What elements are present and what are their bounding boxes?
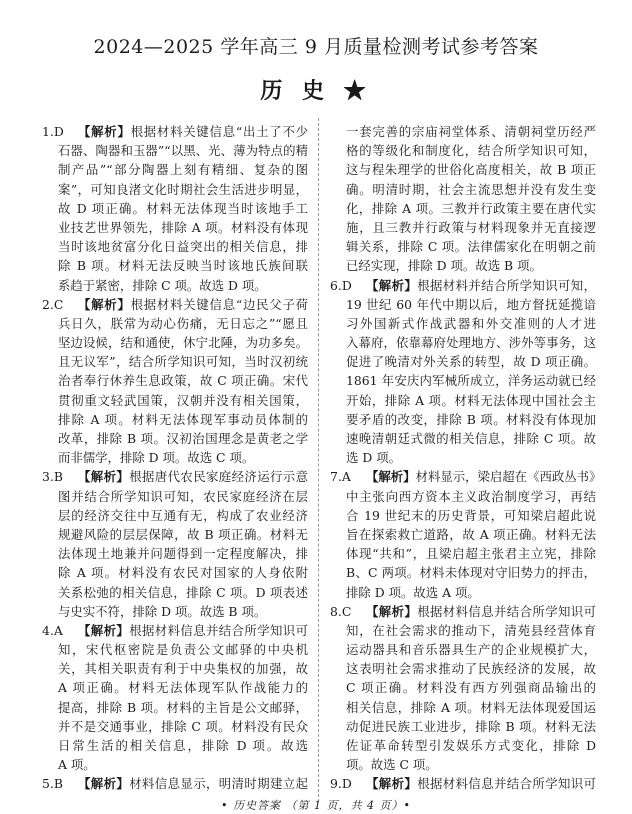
answer-first-line <box>330 467 602 486</box>
subject-heading: 历 史 ★ <box>260 78 372 104</box>
column-divider <box>318 118 319 802</box>
answer-line-text: 根据材料关键信息“边民父子荷 <box>130 296 308 312</box>
answer-text <box>78 122 308 141</box>
answer-first-line <box>42 621 308 640</box>
answer-line: 除 B 项。材料无法反映当时该地氏族间联 <box>58 258 308 274</box>
answer-line: 且无议军”，结合所学知识可知，当时汉初统 <box>58 354 308 370</box>
answer-line: 与史实不符，排除 D 项。故选 B 项。 <box>58 603 267 619</box>
analysis-label: 【解析】 <box>78 622 130 638</box>
answer-line-text: 根据材料信息并结合所学知识可 <box>417 776 597 792</box>
analysis-label: 【解析】 <box>366 603 418 619</box>
answer-line: 排除 D 项。故选 A 项。 <box>346 584 480 600</box>
answer-line: 化，排除 A 项。三教并行政策主要在唐代实 <box>346 200 596 216</box>
answer-text <box>366 774 596 793</box>
answer-line: 选 D 项。 <box>346 450 401 466</box>
answer-line: 辑关系，排除 C 项。法律儒家化在明朝之前 <box>346 239 596 255</box>
answer-line: 要矛盾的改变，排除 B 项。材料没有体现加 <box>346 411 596 427</box>
page-footer: • 历史答案 （第 1 页，共 4 页）• <box>221 799 411 812</box>
answer-text <box>78 621 308 640</box>
answer-line: 除 A 项。材料没有农民对国家的人身依附 <box>58 565 308 581</box>
answer-line: 石器、陶器和玉器”“以黑、光、薄为特点的精 <box>58 143 308 159</box>
answer-line-text: 根据材料关键信息“出土了不少 <box>130 124 308 139</box>
answer-number: 2.C <box>42 296 64 312</box>
answer-first-line <box>42 295 308 314</box>
answer-line: 这表明社会需求推动了民族经济的发展，故 <box>346 661 596 677</box>
answer-line: 当时该地贫富分化日益突出的相关信息，排 <box>58 239 308 255</box>
answer-line: 兵日久，朕常为动心伤痛，无日忘之”“愿且 <box>58 315 308 331</box>
answer-item <box>42 295 308 468</box>
answer-line: 层的经济交往中互通有无，构成了农业经济 <box>58 507 308 523</box>
answer-line: 速晚清朝廷式微的相关信息，排除 C 项。故 <box>346 431 596 446</box>
left-column <box>42 122 308 794</box>
right-column <box>330 122 602 794</box>
answer-first-line <box>330 602 596 621</box>
answer-line: 业技艺世界领先，排除 A 项。材料没有体现 <box>58 219 308 235</box>
analysis-label: 【解析】 <box>78 776 130 792</box>
answer-number: 1.D <box>42 124 64 139</box>
answer-item <box>330 122 596 276</box>
answer-number: 8.C <box>330 603 352 619</box>
answer-line-text: 材料显示，梁启超在《西政丛书》 <box>415 469 602 485</box>
answer-first-line <box>42 774 308 793</box>
answer-line: 关系松弛的相关信息，排除 C 项。D 项表述 <box>58 584 308 600</box>
answer-number: 5.B <box>42 776 63 792</box>
answer-line: 格的等级化和制度化，结合所学知识可知， <box>346 143 596 159</box>
answer-line: B、C 两项。材料未体现对守旧势力的抨击， <box>346 565 596 581</box>
answer-line: 运动器具和音乐器具生产的企业规模扩大， <box>346 642 596 658</box>
answer-item <box>330 602 596 775</box>
answer-first-line <box>330 276 596 295</box>
answer-line-text: 材料信息显示，明清时期建立起 <box>129 776 309 792</box>
answer-line: 案”，可知良渚文化时期社会生活进步明显， <box>58 181 308 197</box>
answer-number: 4.A <box>42 622 63 638</box>
answer-line-text: 根据材料并结合所学知识可知， <box>417 277 597 293</box>
answer-line: 规避风险的层层保障，故 B 项正确。材料无 <box>58 526 308 542</box>
answer-text <box>78 295 308 314</box>
answer-line: 动促进民族工业进步，排除 B 项。材料无法 <box>346 718 596 734</box>
answer-first-line <box>42 467 308 486</box>
analysis-label: 【解析】 <box>78 124 131 139</box>
answer-line-text: 根据唐代农民家庭经济运行示意 <box>129 469 309 485</box>
answer-line-text: 根据材料信息并结合所学知识可 <box>129 622 309 638</box>
answer-text <box>366 276 596 295</box>
answer-line: 促进了晚清对外关系的转型，故 D 项正确。 <box>346 354 596 370</box>
answer-line: 知，宋代枢密院是负责公文邮驿的中央机 <box>58 642 308 658</box>
answer-line: 改革，排除 B 项。汉初治国理念是黄老之学 <box>58 431 308 446</box>
answer-line: 提高，排除 B 项。材料的主旨是公文邮驿， <box>58 699 308 715</box>
answer-line: A 项。 <box>58 757 96 773</box>
answer-line: 知，在社会需求的推动下，清苑县经营体育 <box>346 622 596 638</box>
answer-line: 体现“共和”，且梁启超主张君主立宪，排除 <box>346 546 596 562</box>
answer-line: 故 D 项正确。材料无法体现当时该地手工 <box>58 200 308 216</box>
answer-line-text: 根据材料信息并结合所学知识可 <box>417 603 597 619</box>
answer-line: 项。故选 C 项。 <box>346 757 438 773</box>
answer-line: 一套完善的宗庙祠堂体系、清朝祠堂历经严 <box>346 124 596 139</box>
answer-text <box>78 467 308 486</box>
answer-line: 关，其相关职责有利于中央集权的加强，故 <box>58 661 308 677</box>
answer-line: 开始，排除 A 项。材料无法体现中国社会主 <box>346 392 596 408</box>
answer-line: 入幕府，依靠幕府处理地方、涉外等事务，这 <box>346 335 596 351</box>
answer-item <box>330 467 602 601</box>
answer-item <box>42 621 308 775</box>
answer-item <box>330 774 596 793</box>
answer-line: 佐证革命转型引发娱乐方式变化，排除 D <box>346 738 596 753</box>
answer-line: 确。明清时期，社会主流思想并没有发生变 <box>346 181 596 197</box>
answer-line: 排除 A 项。材料无法体现军事动员体制的 <box>58 411 308 427</box>
answer-line: 治者奉行休养生息政策，故 C 项正确。宋代 <box>58 373 308 389</box>
analysis-label: 【解析】 <box>366 277 418 293</box>
answer-line: 19 世纪 60 年代中期以后，地方督抚延揽谙 <box>346 296 596 312</box>
answer-item <box>330 276 596 468</box>
answer-line: C 项正确。材料没有西方列强商品输出的 <box>346 680 596 696</box>
answer-number: 9.D <box>330 776 352 792</box>
analysis-label: 【解析】 <box>366 469 416 485</box>
page-title: 2024—2025 学年高三 9 月质量检测考试参考答案 <box>93 36 539 58</box>
answer-first-line <box>330 774 596 793</box>
answer-number: 6.D <box>330 277 352 293</box>
answer-line: 这与程朱理学的世俗化高度相关，故 B 项正 <box>346 162 596 178</box>
answer-first-line <box>42 122 308 141</box>
answer-line: 旨在探索救亡道路，故 A 项正确。材料无法 <box>346 526 596 542</box>
answer-line: 而非儒学，排除 D 项。故选 C 项。 <box>58 450 255 466</box>
answer-line: 法体现土地兼并问题得到一定程度解决，排 <box>58 546 308 562</box>
answer-line: 中主张向西方资本主义政治制度学习，再结 <box>346 488 596 504</box>
answer-line: 坚边设候，结和通使，休宁北陲，为功多矣。 <box>58 335 308 351</box>
answer-line: 已经实现，排除 D 项。故选 B 项。 <box>346 258 542 274</box>
answer-item <box>42 774 308 793</box>
analysis-label: 【解析】 <box>78 469 130 485</box>
answer-line: 图并结合所学知识可知，农民家庭经济在层 <box>58 488 308 504</box>
answer-line: 日常生活的相关信息，排除 D 项。故选 <box>58 738 308 753</box>
answer-text <box>366 602 596 621</box>
answer-line: 并不是交通事业，排除 C 项。材料没有民众 <box>58 718 308 734</box>
answer-line: 合 19 世纪末的历史背景，可知梁启超此说 <box>346 507 596 523</box>
answer-line: 系趋于紧密，排除 C 项。故选 D 项。 <box>58 277 267 293</box>
answer-line: 制产品”“部分陶器上刻有精细、复杂的图 <box>58 162 308 178</box>
answer-line: 贯彻重文轻武国策，汉朝并没有相关国策， <box>58 392 308 408</box>
answer-item <box>42 467 308 621</box>
answer-line: 1861 年安庆内军械所成立，洋务运动就已经 <box>346 373 596 389</box>
answer-item <box>42 122 308 295</box>
answer-line: 习外国新式作战武器和外交准则的人才进 <box>346 315 596 331</box>
answer-line: A 项正确。材料无法体现军队作战能力的 <box>58 680 308 696</box>
answer-number: 3.B <box>42 469 63 485</box>
analysis-label: 【解析】 <box>78 296 131 312</box>
answer-text <box>78 774 308 793</box>
answer-line: 相关信息，排除 A 项。材料无法体现爱国运 <box>346 699 596 715</box>
answer-text <box>366 467 602 486</box>
answer-number: 7.A <box>330 469 351 485</box>
answer-line: 施，且三教并行政策与材料现象并无直接逻 <box>346 219 596 235</box>
analysis-label: 【解析】 <box>366 776 418 792</box>
